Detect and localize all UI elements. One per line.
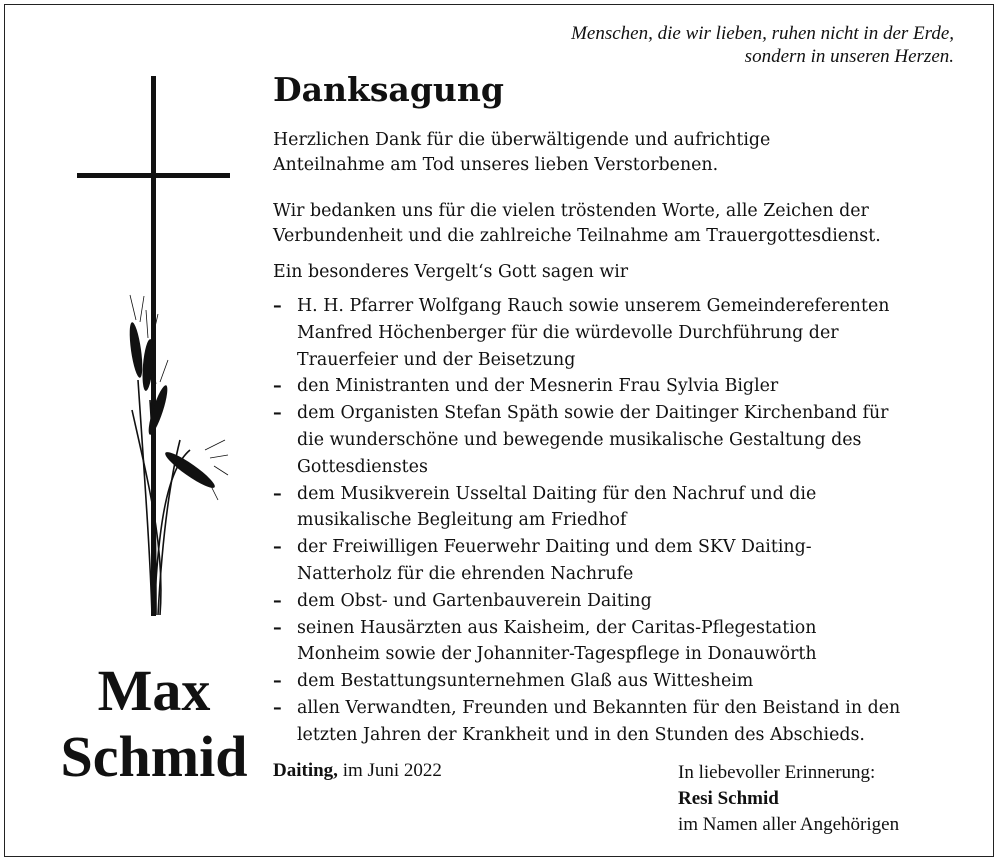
place: Daiting, (273, 760, 338, 781)
list-item (273, 481, 900, 535)
list-item (273, 293, 900, 373)
paragraph-text: Wir bedanken uns für die vielen tröstenden Worte, alle Zeichen der Verbundenheit und die zahlreiche Teilnahme am Trauergottesdienst. (273, 201, 881, 246)
cross-icon-horizontal (77, 173, 230, 178)
paragraph-words (273, 199, 881, 248)
list-item (273, 668, 900, 695)
list-item-text: den Ministranten und der Mesnerin Frau Sylvia Bigler (297, 376, 779, 397)
list-dash: – (273, 590, 282, 611)
signer-name: Resi Schmid (678, 788, 779, 809)
deceased-first-name: Max (97, 658, 211, 723)
list-item-text: allen Verwandten, Freunden und Bekannten für den Beistand in den letzten Jahren der Krankheit und in den Stunden des Abschieds. (297, 697, 901, 745)
wheat-ears-icon (110, 290, 230, 620)
list-dash: – (273, 617, 282, 638)
paragraph-thanks-intro (273, 128, 770, 177)
list-item-text: dem Musikverein Usseltal Daiting für den Nachruf und die musikalische Begleitung am Friedhof (297, 483, 817, 531)
date: im Juni 2022 (337, 760, 442, 781)
place-date (273, 760, 442, 782)
list-dash: – (273, 483, 282, 504)
paragraph-special-thanks: Ein besonderes Vergelt‘s Gott sagen wir (273, 262, 629, 282)
motto-line-2: sondern in unseren Herzen. (744, 46, 954, 67)
list-item (273, 373, 900, 400)
deceased-last-name: Schmid (60, 724, 248, 789)
list-dash: – (273, 296, 282, 316)
list-item (273, 588, 900, 615)
motto-line-1: Menschen, die wir lieben, ruhen nicht in der Erde, (571, 23, 954, 44)
list-dash: – (273, 697, 282, 718)
list-item (273, 695, 900, 749)
list-item-text: dem Bestattungsunternehmen Glaß aus Wittesheim (297, 671, 754, 692)
list-dash: – (273, 537, 282, 558)
list-item-text: dem Organisten Stefan Späth sowie der Daitinger Kirchenband für die wunderschöne und bewegende musikalische Gestaltung des Gottesdienstes (297, 403, 889, 477)
list-item (273, 615, 900, 669)
list-item (273, 534, 900, 588)
list-dash: – (273, 376, 282, 397)
page-title: Danksagung (273, 70, 504, 109)
signature-block (678, 760, 899, 838)
list-item-text: H. H. Pfarrer Wolfgang Rauch sowie unserem Gemeindereferenten Manfred Höchenberger für die würdevolle Durchführung der Trauerfeier und der Beisetzung (297, 296, 890, 370)
motto-quote (571, 22, 954, 68)
list-item-text: der Freiwilligen Feuerwehr Daiting und dem SKV Daiting- Natterholz für die ehrenden Nachrufe (297, 537, 812, 584)
list-item-text: dem Obst- und Gartenbauverein Daiting (297, 590, 652, 611)
list-item-text: seinen Hausärzten aus Kaisheim, der Caritas-Pflegestation Monheim sowie der Johanniter-Tagespflege in Donauwörth (297, 617, 817, 665)
list-item (273, 400, 900, 480)
remembrance-label: In liebevoller Erinnerung: (678, 762, 876, 783)
list-dash: – (273, 403, 282, 424)
paragraph-text: Herzlichen Dank für die überwältigende und aufrichtige Anteilnahme am Tod unseres lieben Verstorbenen. (273, 130, 771, 175)
thanks-list (273, 293, 900, 749)
on-behalf-text: im Namen aller Angehörigen (678, 814, 900, 835)
list-dash: – (273, 671, 282, 692)
